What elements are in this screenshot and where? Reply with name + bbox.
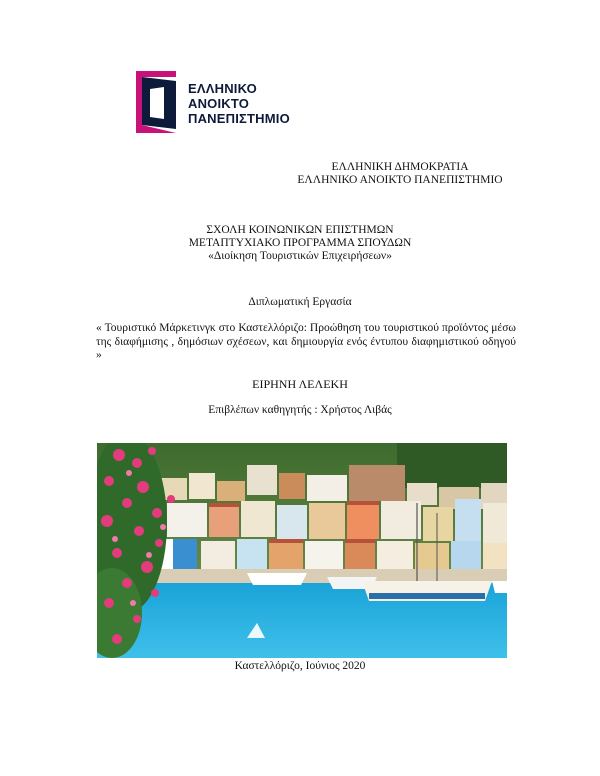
program-name: ΜΕΤΑΠΤΥΧΙΑΚΟ ΠΡΟΓΡΑΜΜΑ ΣΠΟΥΔΩΝ [188,237,412,249]
logo-mark-icon [136,71,188,133]
logo-line-2: ΑΝΟΙΚΤΟ [188,96,250,111]
photo-caption: Καστελλόριζο, Ιούνιος 2020 [234,660,366,672]
supervisor: Επιβλέπων καθηγητής : Χρήστος Λιβάς [208,404,392,416]
logo-line-1: ΕΛΛΗΝΙΚΟ [188,81,257,96]
logo-line-3: ΠΑΝΕΠΙΣΤΗΜΙΟ [188,111,290,126]
institution-header [0,161,600,187]
header-line-1: ΕΛΛΗΝΙΚΗ ΔΗΜΟΚΡΑΤΙΑ [331,161,469,173]
thesis-title: « Τουριστικό Μάρκετινγκ στο Καστελλόριζο: Προώθηση του τουριστικού προϊόντος μέσω της διαφήμισης , δημόσιων σχέσεων, και δημιουργία ενός έντυπου διαφημιστικού οδηγού » [96,322,516,361]
logo-text [188,81,290,126]
thesis-type: Διπλωματική Εργασία [248,296,352,308]
university-logo [136,71,290,133]
author-name: ΕΙΡΗΝΗ ΛΕΛΕΚΗ [252,377,348,391]
harbor-photo [97,443,507,658]
school-name: ΣΧΟΛΗ ΚΟΙΝΩΝΙΚΩΝ ΕΠΙΣΤΗΜΩΝ [206,224,394,236]
school-block [0,224,600,263]
header-line-2: ΕΛΛΗΝΙΚΟ ΑΝΟΙΚΤΟ ΠΑΝΕΠΙΣΤΗΜΙΟ [297,174,503,186]
program-specialization: «Διοίκηση Τουριστικών Επιχειρήσεων» [208,250,392,262]
